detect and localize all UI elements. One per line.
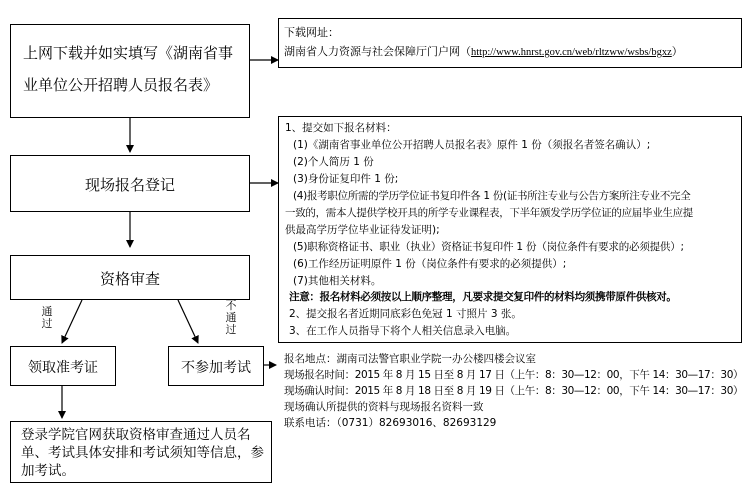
materials-line-7: 供最高学历学位毕业证待发证明); [285, 224, 440, 236]
materials-line-8: (5)职称资格证书、职业（执业）资格证书复印件 1 份（岗位条件有要求的必须提供）; [293, 241, 684, 253]
info-consistency: 现场确认所提供的资料与现场报名资料一致 [284, 401, 484, 413]
branch-label-pass: 通过 [41, 305, 53, 330]
materials-line-6: 一致的，需本人提供学校开具的所学专业课程表，下半年颁发学历学位证的应届毕业生应提 [285, 207, 693, 219]
materials-line-5: (4)报考职位所需的学历学位证书复印件各 1 份(证书所注专业与公告方案所注专业不完全 [293, 190, 691, 202]
step-qualification-review-text: 资格审查 [99, 270, 160, 288]
pass-box [10, 346, 116, 386]
materials-line-12: 2、提交报名者近期同底彩色免冠 1 寸照片 3 张。 [289, 308, 522, 320]
pass-box-text: 领取准考证 [28, 360, 98, 376]
step-download-form [10, 24, 250, 118]
arrow-step3-pass [62, 300, 82, 343]
arrow-step3-fail [178, 300, 198, 343]
materials-line-13: 3、在工作人员指导下将个人相关信息录入电脑。 [289, 325, 517, 337]
materials-line-2: (1)《湖南省事业单位公开招聘人员报名表》原件 1 份（须报名者签名确认）; [293, 139, 651, 151]
final-step-text: 登录学院官网获取资格审查通过人员名单、考试具体安排和考试须知等信息，参加考试。 [21, 427, 264, 479]
step-onsite-registration-text: 现场报名登记 [84, 176, 175, 194]
materials-line-1: 1、提交如下报名材料： [285, 122, 397, 134]
download-heading: 下载网址： [284, 26, 339, 39]
download-close: ） [671, 45, 683, 58]
materials-line-4: (3)身份证复印件 1 份; [293, 173, 399, 185]
materials-line-3: (2)个人简历 1 份 [293, 156, 374, 168]
materials-line-9: (6)工作经历证明原件 1 份（岗位条件有要求的必须提供）; [293, 258, 567, 270]
fail-box-text: 不参加考试 [181, 360, 251, 376]
info-phone: 联系电话：（0731）82693016、82693129 [284, 417, 497, 429]
info-location: 报名地点：湖南司法警官职业学院一办公楼四楼会议室 [284, 353, 536, 365]
final-step-box [10, 421, 272, 483]
materials-notice: 注意：报名材料必须按以上顺序整理，凡要求提交复印件的材料均须携带原件供核对。 [289, 291, 677, 303]
materials-box [278, 116, 742, 343]
materials-line-10: (7)其他相关材料。 [293, 275, 382, 287]
download-site: 湖南省人力资源与社会保障厅门户网（ [284, 45, 471, 58]
download-info-box [278, 18, 742, 68]
step-onsite-registration [10, 155, 250, 212]
step-download-form-text: 上网下载并如实填写《湖南省事业单位公开招聘人员报名表》 [23, 44, 234, 94]
info-confirm-time: 现场确认时间：2015 年 8 月 18 日至 8 月 19 日（上午：8：30—12：00，下午 14：30—17：30） [284, 385, 744, 397]
branch-label-fail: 不通过 [225, 299, 237, 336]
step-qualification-review [10, 255, 250, 300]
fail-box [168, 346, 264, 386]
download-line [284, 43, 683, 59]
info-register-time: 现场报名时间：2015 年 8 月 15 日至 8 月 17 日（上午：8：30—12：00，下午 14：30—17：30） [284, 369, 744, 381]
download-url-link[interactable]: http://www.hnrst.gov.cn/web/rltzww/wsbs/bgxz [471, 47, 672, 58]
